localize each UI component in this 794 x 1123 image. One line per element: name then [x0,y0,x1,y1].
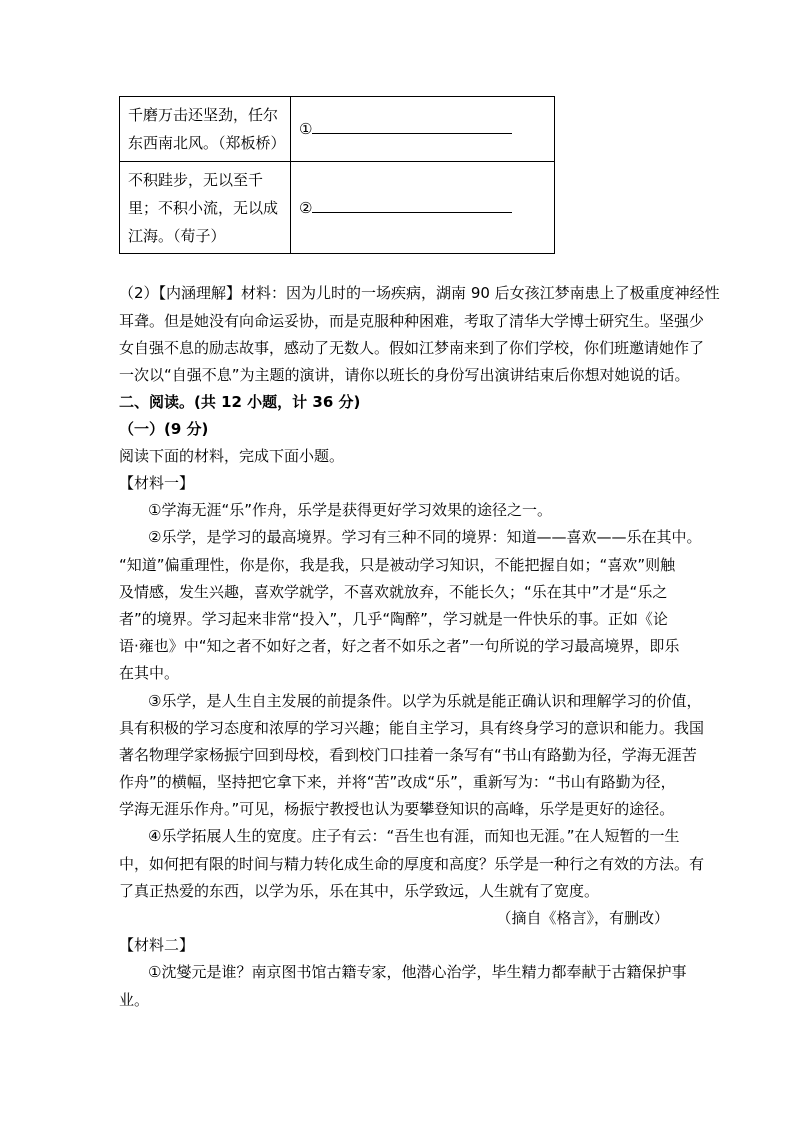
answer-number: ② [299,198,313,217]
material1-line: 作舟”的横幅，坚持把它拿下来，并将“苦”改成“乐”，重新写为：“书山有路勤为径， [119,773,676,791]
material1-line: 在其中。 [119,664,180,682]
quote-line: 不积跬步，无以至千 [128,170,264,189]
quote-line: 江海。（荀子） [128,226,226,245]
answer-number: ① [299,120,313,138]
answer-blank[interactable] [312,198,512,213]
material2-label: 【材料二】 [119,936,195,954]
sub-heading: （一）(9 分) [119,420,209,438]
answer-blank[interactable] [312,119,512,134]
material1-label: 【材料一】 [119,474,195,492]
material1-line: 学海无涯乐作舟。”可见，杨振宁教授也认为要攀登知识的高峰，乐学是更好的途径。 [119,800,675,818]
material1-source: （摘自《格言》，有删改） [496,909,669,927]
q2-line: 耳聋。但是她没有向命运妥协，而是克服种种困难，考取了清华大学博士研究生。坚强少 [119,312,705,330]
quote-cell [120,97,291,162]
material1-line: ②乐学，是学习的最高境界。学习有三种不同的境界：知道——喜欢——乐在其中。 [148,528,702,546]
table-row [120,162,555,254]
material1-line: “知道”偏重理性，你是你，我是我，只是被动学习知识，不能把握自如；“喜欢”则触 [119,556,676,574]
quote-line: 千磨万击还坚劲，任尔 [128,106,279,124]
material1-line: 具有积极的学习态度和浓厚的学习兴趣；能自主学习，具有终身学习的意识和能力。我国 [119,719,705,737]
q2-line: （2）【内涵理解】材料：因为儿时的一场疾病，湖南 90 后女孩江梦南患上了极重度神经性 [119,284,720,302]
material1-line: ④乐学拓展人生的宽度。庄子有云：“吾生也有涯，而知也无涯。”在人短暂的一生 [148,827,680,845]
material1-line: ③乐学，是人生自主发展的前提条件。以学为乐就是能正确认识和理解学习的价值， [148,692,702,710]
table-row [120,97,555,162]
instruction: 阅读下面的材料，完成下面小题。 [119,447,345,465]
material1-line: 语·雍也》中“知之者不如好之者，好之者不如乐之者”一句所说的学习最高境界，即乐 [119,637,680,655]
quote-cell [120,162,291,254]
material2-line: 业。 [119,991,150,1009]
material1-line: 著名物理学家杨振宁回到母校，看到校门口挂着一条写有“书山有路勤为径，学海无涯苦 [119,746,697,764]
answer-cell [291,97,555,162]
q2-line: 女自强不息的励志故事，感动了无数人。假如江梦南来到了你们学校，你们班邀请她作了 [119,339,705,357]
answer-cell [291,162,555,254]
material1-line: 及情感，发生兴趣，喜欢学就学，不喜欢就放弃，不能长久；“乐在其中”才是“乐之 [119,583,668,601]
section-heading: 二、阅读。(共 12 小题，计 36 分) [119,393,361,411]
q2-line: 一次以“自强不息”为主题的演讲，请你以班长的身份写出演讲结束后你想对她说的话。 [119,366,690,384]
quote-line: 东西南北风。（郑板桥） [128,134,286,152]
material1-line: ①学海无涯“乐”作舟，乐学是获得更好学习效果的途径之一。 [148,501,552,519]
material1-line: 了真正热爱的东西，以学为乐，乐在其中，乐学致远，人生就有了宽度。 [119,882,600,900]
material1-line: 中，如何把有限的时间与精力转化成生命的厚度和高度？乐学是一种行之有效的方法。有 [119,855,705,873]
quote-table [119,96,555,254]
material1-line: 者”的境界。学习起来非常“投入”，几乎“陶醉”，学习就是一件快乐的事。正如《论 [119,610,668,628]
quote-line: 里；不积小流，无以成 [128,198,279,217]
material2-line: ①沈燮元是谁？南京图书馆古籍专家，他潜心治学，毕生精力都奉献于古籍保护事 [148,963,687,981]
